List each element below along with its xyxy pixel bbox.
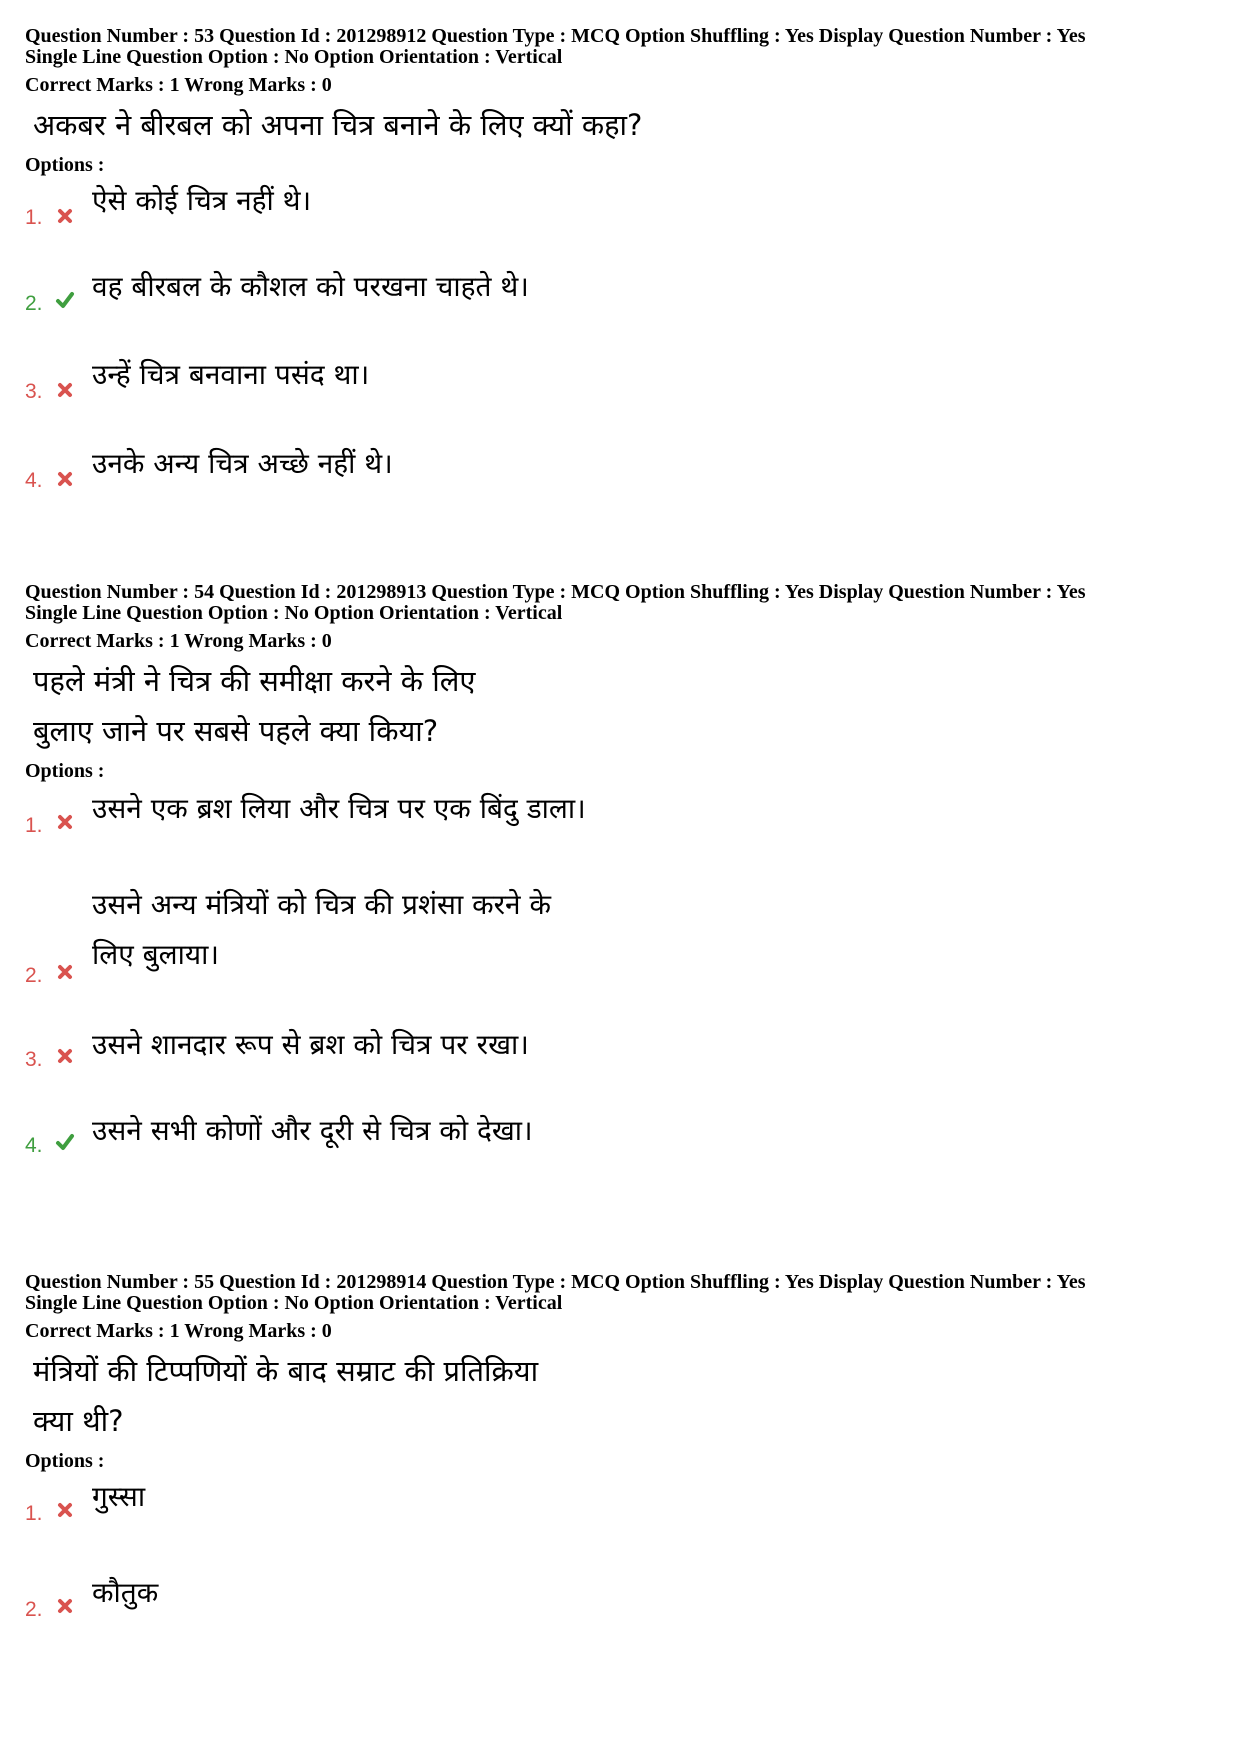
- question-meta-line1: Question Number : 55 Question Id : 201298914 Question Type : MCQ Option Shuffling : Yes Display Question Number : Yes: [25, 1271, 1086, 1293]
- options-label: Options :: [25, 154, 105, 176]
- question-meta: [25, 1272, 1215, 1314]
- options-label: Options :: [25, 1450, 105, 1472]
- question-meta-line2: Single Line Question Option : No Option Orientation : Vertical: [25, 1292, 563, 1314]
- check-icon: [55, 1132, 75, 1152]
- cross-icon: [55, 1500, 75, 1520]
- question-text: पहले मंत्री ने चित्र की समीक्षा करने के लिए बुलाए जाने पर सबसे पहले क्या किया?: [33, 664, 476, 748]
- option-text: कौतुक: [92, 1576, 159, 1609]
- option-text: उनके अन्य चित्र अच्छे नहीं थे।: [92, 447, 393, 480]
- question-block-53: [25, 26, 1215, 506]
- option-number: 3.: [25, 380, 43, 403]
- cross-icon: [55, 1596, 75, 1616]
- option-number: 1.: [25, 814, 43, 837]
- options-list: [25, 1472, 1215, 1672]
- cross-icon: [55, 206, 75, 226]
- cross-icon: [55, 812, 75, 832]
- option-text: उसने शानदार रूप से ब्रश को चित्र पर रखा।: [92, 1028, 529, 1061]
- options-label: Options :: [25, 760, 105, 782]
- option-number: 4.: [25, 1134, 43, 1157]
- option-text: उन्हें चित्र बनवाना पसंद था।: [92, 358, 370, 391]
- cross-icon: [55, 962, 75, 982]
- option-text: गुस्सा: [92, 1480, 146, 1513]
- option-text: ऐसे कोई चित्र नहीं थे।: [92, 184, 312, 217]
- marks-line: Correct Marks : 1 Wrong Marks : 0: [25, 630, 332, 652]
- question-meta-line1: Question Number : 54 Question Id : 201298913 Question Type : MCQ Option Shuffling : Yes Display Question Number : Yes: [25, 581, 1086, 603]
- option-number: 1.: [25, 1502, 43, 1525]
- check-icon: [55, 290, 75, 310]
- option-text: उसने एक ब्रश लिया और चित्र पर एक बिंदु डाला।: [92, 792, 586, 825]
- question-block-54: [25, 582, 1215, 1182]
- cross-icon: [55, 469, 75, 489]
- option-text: उसने सभी कोणों और दूरी से चित्र को देखा।: [92, 1114, 533, 1147]
- question-block-55: [25, 1272, 1215, 1672]
- option-number: 3.: [25, 1048, 43, 1071]
- marks-line: Correct Marks : 1 Wrong Marks : 0: [25, 74, 332, 96]
- options-list: [25, 176, 1215, 506]
- question-meta: [25, 582, 1215, 624]
- question-meta: [25, 26, 1215, 68]
- marks-line: Correct Marks : 1 Wrong Marks : 0: [25, 1320, 332, 1342]
- option-text: उसने अन्य मंत्रियों को चित्र की प्रशंसा करने के लिए बुलाया।: [92, 888, 552, 971]
- option-number: 1.: [25, 206, 43, 229]
- cross-icon: [55, 1046, 75, 1066]
- option-number: 2.: [25, 964, 43, 987]
- option-text: वह बीरबल के कौशल को परखना चाहते थे।: [92, 270, 529, 303]
- options-list: [25, 782, 1215, 1182]
- question-meta-line1: Question Number : 53 Question Id : 201298912 Question Type : MCQ Option Shuffling : Yes Display Question Number : Yes: [25, 25, 1086, 47]
- question-text: अकबर ने बीरबल को अपना चित्र बनाने के लिए क्यों कहा?: [33, 108, 643, 142]
- cross-icon: [55, 380, 75, 400]
- question-text: मंत्रियों की टिप्पणियों के बाद सम्राट की प्रतिक्रिया क्या थी?: [33, 1354, 539, 1438]
- option-number: 2.: [25, 1598, 43, 1621]
- question-meta-line2: Single Line Question Option : No Option Orientation : Vertical: [25, 46, 563, 68]
- option-number: 4.: [25, 469, 43, 492]
- option-number: 2.: [25, 292, 43, 315]
- question-meta-line2: Single Line Question Option : No Option Orientation : Vertical: [25, 602, 563, 624]
